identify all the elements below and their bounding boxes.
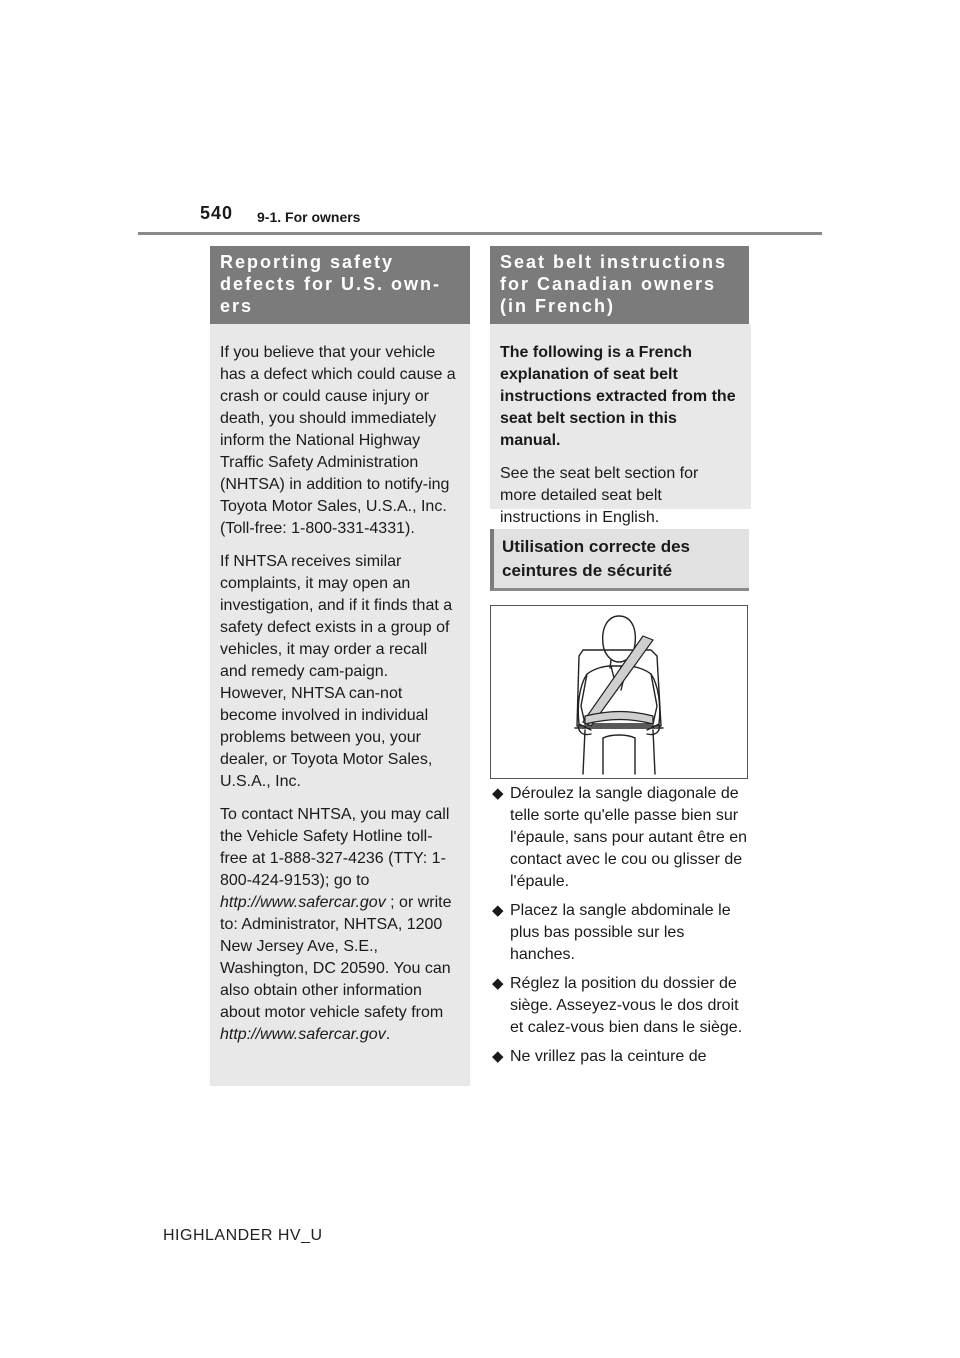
diamond-bullet-icon: ◆	[492, 975, 504, 992]
contact-text-1: To contact NHTSA, you may call the Vehicle Safety Hotline toll-free at 1-888-327-4236 (TTY: 1-800-424-9153); go to	[220, 806, 450, 889]
safercar-link-2[interactable]: http://www.safercar.gov	[220, 1026, 386, 1043]
paragraph-defect-notice: If you believe that your vehicle has a defect which could cause a crash or could cause injury or death, you should immediately inform the National Highway Traffic Safety Administration (NHTSA) in addition to notify-ing Toyota Motor Sales, U.S.A., Inc. (Toll-free: 1-800-331-4331).	[220, 344, 456, 537]
list-item: ◆ Placez la sangle abdominale le plus bas possible sur les hanches.	[492, 902, 731, 963]
footer-model: HIGHLANDER HV_U	[163, 1227, 323, 1244]
left-column	[210, 246, 470, 1086]
french-intro-box	[490, 324, 751, 526]
page-number: 540	[200, 203, 234, 223]
diamond-bullet-icon: ◆	[492, 785, 504, 802]
section-title: 9-1. For owners	[257, 209, 361, 225]
seat-belt-illustration	[490, 605, 748, 779]
paragraph-investigation: If NHTSA receives similar complaints, it may open an investigation, and if it finds that a safety defect exists in a group of vehicles, it may order a recall and remedy cam-paign. However, NHTSA can-not become involved in individual problems between you, your dealer, or Toyota Motor Sales, U.S.A., Inc.	[220, 553, 453, 790]
seat-belt-canada-heading: Seat belt instructions for Canadian owners (in French)	[490, 246, 749, 324]
list-item: ◆ Déroulez la sangle diagonale de telle sorte qu'elle passe bien sur l'épaule, sans pour autant être en contact avec le cou ou glisser de l'épaule.	[492, 785, 747, 890]
french-intro-bold: The following is a French explanation of seat belt instructions extracted from the seat belt section in this manual.	[500, 344, 736, 449]
list-item: ◆ Réglez la position du dossier de siège. Asseyez-vous le dos droit et calez-vous bien dans le siège.	[492, 975, 743, 1036]
list-item: ◆ Ne vrillez pas la ceinture de	[490, 1046, 750, 1068]
header-rule	[138, 232, 822, 235]
reporting-defects-heading: Reporting safety defects for U.S. own-ers	[210, 246, 470, 324]
contact-text-2: ; or write to: Administrator, NHTSA, 1200 New Jersey Ave, S.E., Washington, DC 20590. You can also obtain other information about motor vehicle safety from	[220, 894, 452, 1021]
seated-person-drawing	[491, 606, 747, 778]
contact-text-end: .	[385, 1026, 391, 1043]
diamond-bullet-icon: ◆	[492, 1048, 504, 1065]
instruction-bullets	[490, 783, 750, 1068]
french-intro-text: See the seat belt section for more detailed seat belt instructions in English.	[500, 465, 699, 526]
right-column	[490, 246, 750, 1075]
diamond-bullet-icon: ◆	[492, 902, 504, 919]
safercar-link[interactable]: http://www.safercar.gov	[220, 894, 386, 911]
utilisation-subheading: Utilisation correcte des ceintures de sécurité	[490, 529, 749, 591]
page-header	[0, 0, 960, 240]
reporting-defects-box	[210, 324, 470, 1086]
paragraph-contact	[220, 804, 458, 1046]
